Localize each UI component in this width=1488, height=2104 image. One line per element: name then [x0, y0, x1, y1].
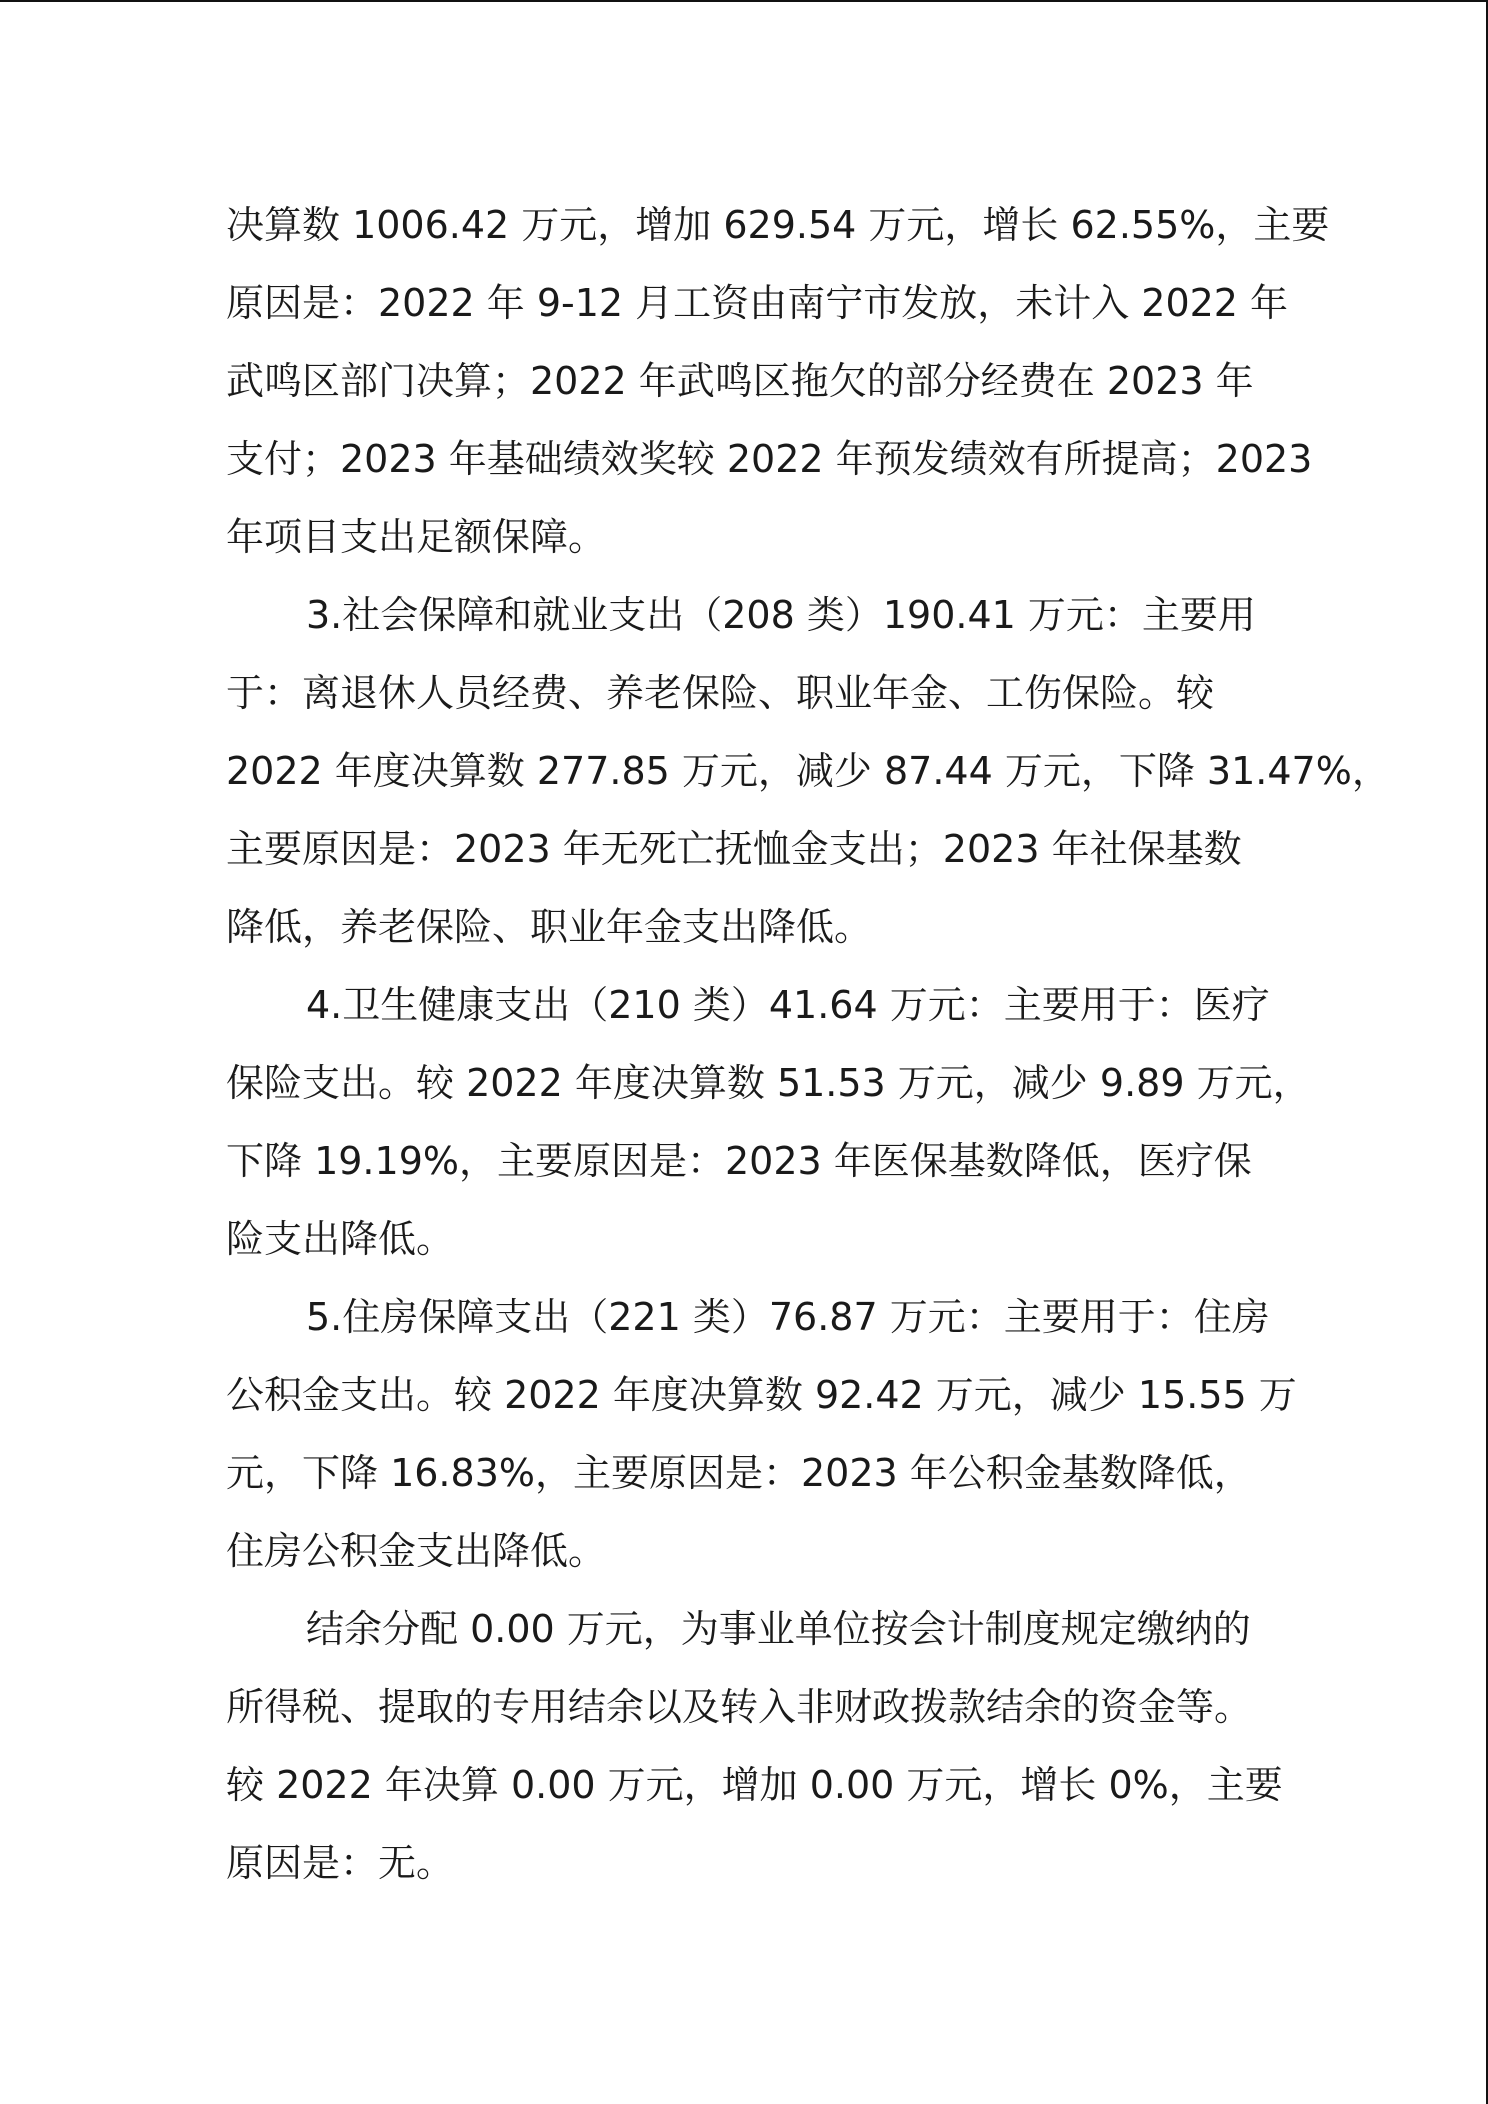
text-line: 主要原因是：2023 年无死亡抚恤金支出；2023 年社保基数 [226, 827, 1242, 871]
paragraph-start-surplus: 结余分配 0.00 万元，为事业单位按会计制度规定缴纳的 [306, 1607, 1251, 1651]
text-line: 年项目支出足额保障。 [226, 515, 607, 559]
text-line: 下降 19.19%，主要原因是：2023 年医保基数降低，医疗保 [226, 1139, 1252, 1183]
text-line: 决算数 1006.42 万元，增加 629.54 万元，增长 62.55%，主要 [226, 203, 1330, 247]
text-line: 原因是：无。 [226, 1841, 455, 1885]
paragraph-start-social-security: 3.社会保障和就业支出（208 类）190.41 万元：主要用 [306, 593, 1256, 637]
text-line: 险支出降低。 [226, 1217, 455, 1261]
text-line: 所得税、提取的专用结余以及转入非财政拨款结余的资金等。 [226, 1685, 1253, 1729]
document-body [226, 186, 1390, 1902]
text-line: 于：离退休人员经费、养老保险、职业年金、工伤保险。较 [226, 671, 1215, 715]
text-line: 住房公积金支出降低。 [226, 1529, 607, 1573]
paragraph-start-housing: 5.住房保障支出（221 类）76.87 万元：主要用于：住房 [306, 1295, 1270, 1339]
text-line: 支付；2023 年基础绩效奖较 2022 年预发绩效有所提高；2023 [226, 437, 1313, 481]
text-line: 2022 年度决算数 277.85 万元，减少 87.44 万元，下降 31.47%， [226, 749, 1390, 793]
paragraph-start-health: 4.卫生健康支出（210 类）41.64 万元：主要用于：医疗 [306, 983, 1270, 1027]
text-line: 保险支出。较 2022 年度决算数 51.53 万元，减少 9.89 万元， [226, 1061, 1311, 1105]
text-line: 较 2022 年决算 0.00 万元，增加 0.00 万元，增长 0%，主要 [226, 1763, 1283, 1807]
text-line: 公积金支出。较 2022 年度决算数 92.42 万元，减少 15.55 万 [226, 1373, 1297, 1417]
text-line: 降低，养老保险、职业年金支出降低。 [226, 905, 873, 949]
text-line: 武鸣区部门决算；2022 年武鸣区拖欠的部分经费在 2023 年 [226, 359, 1254, 403]
text-line: 元，下降 16.83%，主要原因是：2023 年公积金基数降低， [226, 1451, 1252, 1495]
text-line: 原因是：2022 年 9-12 月工资由南宁市发放，未计入 2022 年 [226, 281, 1289, 325]
